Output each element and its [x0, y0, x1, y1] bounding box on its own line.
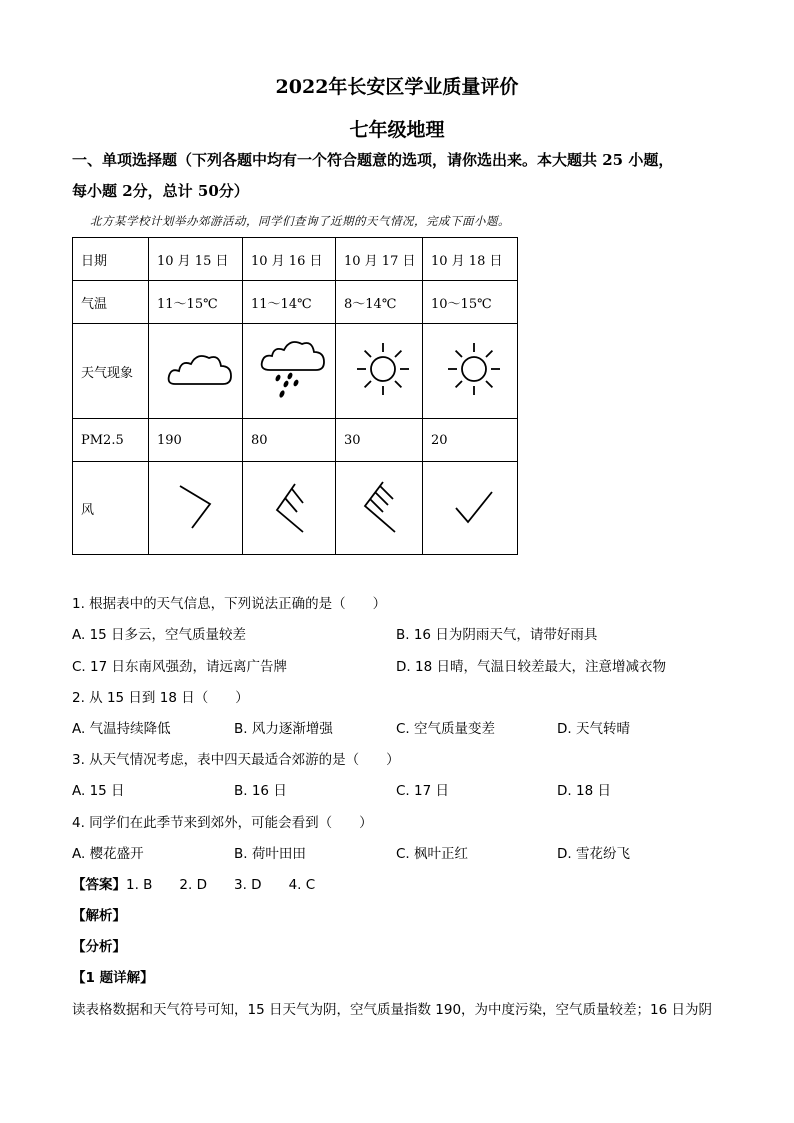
question-1-stem: 1. 根据表中的天气信息，下列说法正确的是（ ）: [72, 596, 387, 612]
weather-cell: [243, 324, 336, 419]
section-heading-line1: 一、单项选择题（下列各题中均有一个符合题意的选项，请你选出来。本大题共 25 小题，: [72, 151, 674, 169]
question-2-stem: 2. 从 15 日到 18 日（ ）: [72, 690, 249, 706]
row-label-wind: 风: [73, 462, 149, 555]
question-3-option-a[interactable]: A. 15 日: [72, 783, 125, 799]
question-4-option-d[interactable]: D. 雪花纷飞: [557, 846, 630, 862]
weather-cell: [423, 324, 518, 419]
question-4-option-b[interactable]: B. 荷叶田田: [234, 846, 306, 862]
question-1-option-b[interactable]: B. 16 日为阴雨天气，请带好雨具: [396, 627, 598, 643]
answer-text: 1. B 2. D 3. D 4. C: [126, 877, 316, 893]
row-label-date: 日期: [73, 238, 149, 281]
question-4-stem: 4. 同学们在此季节来到郊外，可能会看到（ ）: [72, 815, 373, 831]
temp-cell: 8～14℃: [336, 281, 423, 324]
wind-cell: [243, 462, 336, 555]
wind-level-3-icon: [263, 476, 323, 536]
temp-cell: 11～14℃: [243, 281, 336, 324]
row-label-pm25: PM2.5: [73, 419, 149, 462]
wind-level-1-icon: [170, 476, 230, 536]
section-heading-line2: 每小题 2分，总计 50分）: [72, 182, 249, 200]
detail-text: 读表格数据和天气符号可知，15 日天气为阴，空气质量指数 190，为中度污染，空气质量较差；16 日为阴: [72, 1002, 712, 1018]
table-row-pm25: [73, 419, 518, 462]
pm25-cell: 20: [423, 419, 518, 462]
date-cell: 10 月 15 日: [149, 238, 243, 281]
analysis-label: 【解析】: [72, 908, 126, 924]
table-row-wind: [73, 462, 518, 555]
date-cell: 10 月 18 日: [423, 238, 518, 281]
question-4-option-a[interactable]: A. 樱花盛开: [72, 846, 144, 862]
pm25-cell: 190: [149, 419, 243, 462]
detail-label: 【1 题详解】: [72, 970, 154, 986]
table-row-date: [73, 238, 518, 281]
wind-cell: [336, 462, 423, 555]
question-3-stem: 3. 从天气情况考虑，表中四天最适合郊游的是（ ）: [72, 752, 400, 768]
question-1-option-d[interactable]: D. 18 日晴，气温日较差最大，注意增减衣物: [396, 659, 666, 675]
date-cell: 10 月 16 日: [243, 238, 336, 281]
question-2-option-c[interactable]: C. 空气质量变差: [396, 721, 496, 737]
page-title: 2022年长安区学业质量评价: [275, 76, 519, 98]
question-1-option-a[interactable]: A. 15 日多云，空气质量较差: [72, 627, 247, 643]
pm25-cell: 30: [336, 419, 423, 462]
answer-line: [72, 873, 315, 893]
question-2-option-b[interactable]: B. 风力逐渐增强: [234, 721, 333, 737]
question-2-option-a[interactable]: A. 气温持续降低: [72, 721, 171, 737]
rain-icon: [258, 336, 328, 402]
calm-wind-icon: [444, 476, 504, 536]
weather-table: [72, 237, 518, 555]
question-3-option-d[interactable]: D. 18 日: [557, 783, 611, 799]
weather-cell: [336, 324, 423, 419]
cloudy-icon: [165, 344, 235, 394]
wind-cell: [423, 462, 518, 555]
fenxi-label: 【分析】: [72, 939, 126, 955]
question-3-option-c[interactable]: C. 17 日: [396, 783, 449, 799]
page-subtitle: 七年级地理: [349, 119, 445, 141]
question-1-option-c[interactable]: C. 17 日东南风强劲，请远离广告牌: [72, 659, 287, 675]
question-2-option-d[interactable]: D. 天气转晴: [557, 721, 630, 737]
weather-cell: [149, 324, 243, 419]
date-cell: 10 月 17 日: [336, 238, 423, 281]
question-4-option-c[interactable]: C. 枫叶正红: [396, 846, 469, 862]
temp-cell: 11～15℃: [149, 281, 243, 324]
wind-cell: [149, 462, 243, 555]
pm25-cell: 80: [243, 419, 336, 462]
intro-text: 北方某学校计划举办郊游活动，同学们查询了近期的天气情况，完成下面小题。: [90, 214, 510, 228]
table-row-temp: [73, 281, 518, 324]
answer-label: 【答案】: [72, 877, 126, 893]
row-label-weather: 天气现象: [73, 324, 149, 419]
row-label-temp: 气温: [73, 281, 149, 324]
sunny-icon: [355, 341, 411, 397]
sunny-icon: [446, 341, 502, 397]
wind-level-4-icon: [353, 476, 413, 536]
table-row-weather: [73, 324, 518, 419]
question-3-option-b[interactable]: B. 16 日: [234, 783, 287, 799]
temp-cell: 10～15℃: [423, 281, 518, 324]
